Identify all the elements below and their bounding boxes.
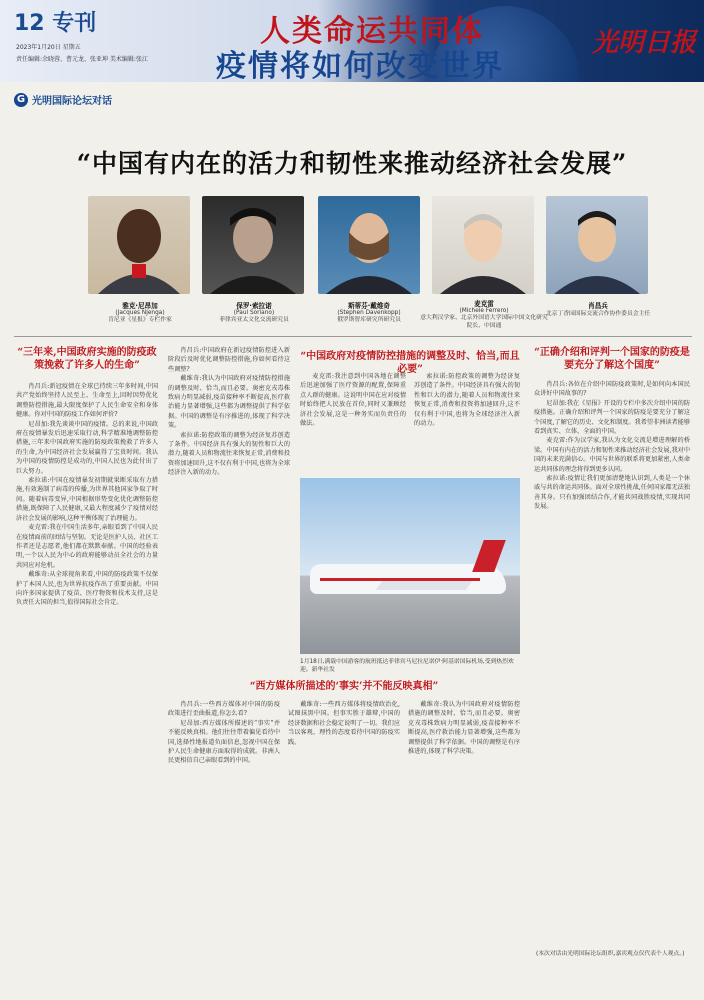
expert-photo	[318, 196, 420, 294]
paragraph: 尼昂加:西方媒体所描述的“事实”并不能反映真相。他们往往带着偏见看待中国,选择性地报道负面信息,忽视中国在保护人民生命健康方面取得的成就。非洲人民更相信自己亲眼看到的中国。	[168, 719, 280, 765]
paragraph: 麦克雷:作为汉学家,我认为文化交流是增进理解的桥梁。中国有内在的活力和韧性来推动经济社会发展,我对中国的未来充满信心。中国与世界的联系将更加紧密,人类命运共同体的理念将得到更多认同。	[534, 437, 690, 473]
expert-photo	[432, 196, 534, 294]
divider	[14, 336, 692, 337]
article-column-3	[300, 372, 406, 472]
paragraph: 肖昌兵:新冠疫情在全球已持续三年多时间,中国共产党始终坚持人民至上、生命至上,因时因势优化调整防控措施,最大限度保护了人民生命安全和身体健康。你对中国的防疫工作如何评价?	[16, 383, 158, 419]
paragraph: 戴维奇:我认为中国政府对疫情防控措施的调整及时、恰当,而且必要。奥密克戎毒株致病力明显减弱,疫苗接种率不断提高,医疗救治能力显著增强,这些都为调整提供了科学依据。中国的调整是有序推进的,体现了科学决策。	[408, 701, 520, 756]
expert-label	[76, 300, 204, 324]
newspaper-logo: 光明日报	[592, 28, 697, 58]
expert-photo	[88, 196, 190, 294]
paragraph: 麦克雷:我注意到中国各地在调整后迅速加强了医疗资源的配置,保障重点人群的健康。这说明中国在应对疫情时始终把人民放在首位,同时又兼顾经济社会发展,这是一种务实而负责任的做法。	[300, 373, 406, 428]
expert-name: 肖昌兵	[588, 302, 608, 310]
paragraph: 戴维奇:从全球视角来看,中国的防疫政策不仅保护了本国人民,也为世界抗疫作出了重要贡献。中国向许多国家提供了疫苗、医疗物资和技术支持,这是负责任大国的担当,值得国际社会肯定。	[16, 571, 158, 607]
article-column-2	[168, 346, 290, 646]
paragraph: 肖昌兵:各位在介绍中国防疫政策时,是如何向本国民众讲好中国故事的?	[534, 381, 690, 398]
paragraph: 索拉诺:防控政策的调整为经济复苏创造了条件。中国经济具有强大的韧性和巨大的潜力,随着人员和物流往来恢复正常,消费和投资将加速回升,这不仅有利于中国,也将为全球经济注入新的动力。	[168, 431, 290, 477]
expert-en-name: (Michele Ferrero)	[459, 308, 509, 314]
article-column-left	[16, 382, 158, 994]
section-heading-left: “三年来,中国政府实施的防疫政策挽救了许多人的生命”	[17, 347, 157, 371]
expert-name: 斯蒂芬·戴维奇	[347, 302, 391, 310]
article-column-lower-1	[168, 700, 280, 992]
article-column-right	[534, 380, 690, 944]
paragraph: 尼昂加:我在《星报》开设的专栏中多次介绍中国的防疫措施。正确介绍和评判一个国家的防疫是要充分了解这个国度,了解它的历史、文化和制度。我希望非洲读者能够看到真实、立体、全面的中国。	[534, 399, 690, 436]
paragraph: 索拉诺:防控政策的调整为经济复苏创造了条件。中国经济具有强大的韧性和巨大的潜力,随着人员和物流往来恢复正常,消费和投资将加速回升,这不仅有利于中国,也将为全球经济注入新的动力。	[414, 373, 520, 428]
expert-en-name: (Stephen Davenkopp)	[337, 310, 401, 316]
section-heading-mid-lower: “西方媒体所描述的‘事实’并不能反映真相”	[249, 681, 439, 692]
expert-photo	[546, 196, 648, 294]
editors-line: 责任编辑:余晓蓉、曹元龙、张亚坤 美术编辑:张江	[16, 56, 148, 63]
page-headline: “中国有内在的活力和韧性来推动经济社会发展”	[76, 149, 628, 178]
paragraph: 肖昌兵:中国政府在新冠疫情防控进入新阶段后及时优化调整防控措施,你如何看待这些调整?	[168, 347, 290, 373]
paragraph: 戴维奇:一些西方媒体将疫情政治化,试图抹黑中国。但事实胜于雄辩,中国的经济数据和社会稳定说明了一切。我们应当以客观、理性的态度看待中国的防疫实践。	[288, 701, 400, 746]
expert-label	[534, 300, 662, 318]
banner-title-line2: 疫情将如何改变世界	[216, 49, 504, 82]
column-logo	[14, 92, 112, 107]
expert-title: 意大利汉学家、北京外国语大学国际中国文化研究院长、中国通	[420, 315, 548, 329]
expert-label	[420, 298, 548, 330]
paragraph: 索拉诺:疫情让我们更加清楚地认识到,人类是一个休戚与共的命运共同体。面对全球性挑战,任何国家都无法独善其身。只有加强团结合作,才能共同战胜疫情,实现共同发展。	[534, 475, 690, 511]
column-logo-icon: G	[14, 93, 28, 107]
news-photo-airplane	[300, 478, 520, 654]
article-column-4	[414, 372, 520, 472]
date-line: 2023年1月20日 星期五	[16, 44, 81, 51]
expert-photo	[202, 196, 304, 294]
paragraph: 尼昂加:我先谈谈中国的疫情。总的来说,中国政府在疫情暴发后迅速采取行动,科学精准地调整防控措施,三年来中国政府实施的防疫政策挽救了许多人的生命,为中国经济社会发展赢得了宝贵时间。我认为中国的疫情防控是成功的,中国人民也为此付出了巨大努力。	[16, 420, 158, 475]
expert-en-name: (Paul Soriano)	[233, 310, 275, 316]
expert-title: 北京丁香园国际交流合作协作委员会主任	[545, 311, 651, 317]
expert-name: 麦克雷	[474, 300, 494, 308]
expert-title: 肯尼亚《星报》专栏作家	[108, 317, 172, 323]
header-banner	[0, 0, 704, 82]
banner-title-line1: 人类命运共同体	[260, 14, 484, 49]
expert-title: 菲律宾亚太文化交流研究员	[219, 317, 289, 323]
expert-label	[305, 300, 433, 324]
paragraph: 麦克雷:我在中国生活多年,亲眼看到了中国人民在疫情面前的团结与坚韧。无论是医护人员、社区工作者还是志愿者,他们都在默默奉献。中国的经验表明,一个以人民为中心的政府能够动员全社会的力量共同应对危机。	[16, 524, 158, 569]
column-name: 光明国际论坛对话	[32, 96, 112, 107]
paragraph: 索拉诺:中国在疫情暴发初期就果断采取有力措施,有效遏制了病毒的传播,为世界其他国家争取了时间。随着病毒变异,中国根据形势变化优化调整防控措施,既保障了人民健康,又最大程度减少了疫情对经济社会发展的影响,这种平衡体现了治理能力。	[16, 477, 158, 522]
expert-name: 雅克·尼昂加	[122, 302, 158, 310]
expert-en-name: (Jacques Njenga)	[115, 310, 165, 316]
page-number: 12 专刊	[14, 11, 97, 36]
editor-note: (本次对话由光明国际论坛组织,嘉宾观点仅代表个人观点。)	[536, 951, 685, 957]
photo-caption: 1月18日,满载中国游客的航班抵达菲律宾马尼拉尼诺伊·阿基诺国际机场,受到热烈欢迎。新华社发	[300, 659, 514, 673]
expert-title: 俄罗斯智库研究所研究员	[337, 317, 401, 323]
expert-name: 保罗·索拉诺	[236, 302, 272, 310]
paragraph: 肖昌兵:一些西方媒体对中国的防疫政策进行歪曲报道,你怎么看?	[168, 701, 280, 718]
section-heading-mid: “中国政府对疫情防控措施的调整及时、恰当,而且必要”	[300, 351, 520, 375]
article-column-lower-2	[288, 700, 400, 992]
article-column-lower-3	[408, 700, 520, 992]
section-heading-right: “正确介绍和评判一个国家的防疫是要充分了解这个国度”	[534, 347, 690, 371]
expert-label	[190, 300, 318, 324]
paragraph: 戴维奇:我认为中国政府对疫情防控措施的调整及时、恰当,而且必要。奥密克戎毒株致病力明显减弱,疫苗接种率不断提高,医疗救治能力显著增强,这些都为调整提供了科学依据。中国的调整是有序推进的,体现了科学决策。	[168, 375, 290, 430]
